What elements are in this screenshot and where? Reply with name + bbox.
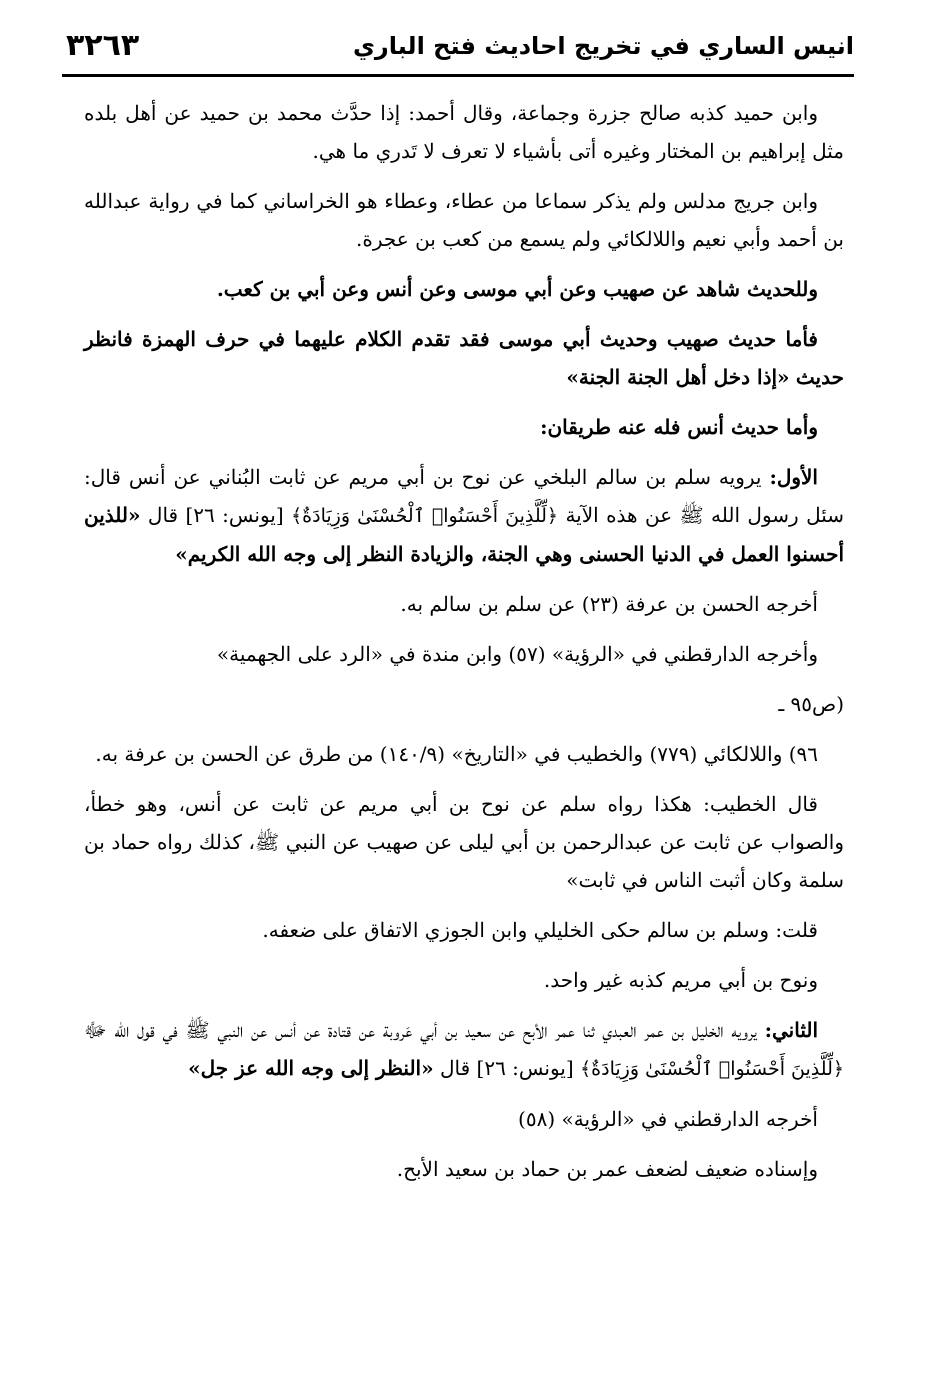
paragraph: ونوح بن أبي مريم كذبه غير واحد. bbox=[543, 968, 818, 992]
paragraph bbox=[84, 1011, 844, 1088]
paragraph-bold: وللحديث شاهد عن صهيب وعن أبي موسى وعن أنس وعن أبي بن كعب. bbox=[216, 277, 818, 301]
section-lead: الثاني: bbox=[764, 1018, 819, 1042]
hadith-quote: «النظر إلى وجه الله عز جل» bbox=[188, 1056, 434, 1080]
paragraph-text: يرويه الخليل بن عمر العبدي ثنا عمر الأبح عن سعيد بن أبي عَروبة عن قتادة عن أنس عن النبي ﷺ في قول الله ﷻ bbox=[84, 1018, 757, 1042]
paragraph-bold: وأما حديث أنس فله عنه طريقان: bbox=[540, 415, 818, 439]
quran-verse: ﴿لِّلَّذِينَ أَحْسَنُوا۟ ٱلْحُسْنَىٰ وَزِيَادَةٌ﴾ bbox=[580, 1058, 844, 1080]
quran-verse: ﴿لِّلَّذِينَ أَحْسَنُوا۟ ٱلْحُسْنَىٰ وَزِيَادَةٌ﴾ bbox=[291, 505, 559, 527]
paragraph bbox=[84, 320, 844, 396]
paragraph: وإسناده ضعيف لضعف عمر بن حماد بن سعيد الأبح. bbox=[396, 1157, 818, 1181]
section-lead: الأول: bbox=[769, 465, 818, 489]
paragraph bbox=[84, 458, 844, 573]
running-header bbox=[62, 26, 854, 77]
verse-reference: [يونس: ٢٦] قال bbox=[147, 503, 284, 527]
paragraph: ٩٦) واللالكائي (٧٧٩) والخطيب في «التاريخ» (١٤٠/٩) من طرق عن الحسن بن عرفة به. bbox=[95, 742, 818, 766]
hadith-quote: «إذا دخل أهل الجنة الجنة» bbox=[566, 365, 790, 389]
page-number: ٣٢٦٣ bbox=[66, 28, 140, 63]
paragraph: قال الخطيب: هكذا رواه سلم عن نوح بن أبي مريم عن ثابت عن أنس، وهو خطأ، والصواب عن ثابت عن عبدالرحمن بن أبي ليلى عن صهيب عن النبي ﷺ، كذلك رواه حماد بن سلمة وكان أثبت الناس في ثابت» bbox=[84, 792, 844, 892]
paragraph: أخرجه الدارقطني في «الرؤية» (٥٨) bbox=[518, 1107, 818, 1131]
paragraph-text: يرويه سلم بن سالم البلخي عن نوح بن أبي مريم عن ثابت البُناني عن أنس قال: سئل رسول الله ﷺ عن هذه الآية bbox=[84, 465, 845, 527]
hadith-quote: «للذين أحسنوا العمل في الدنيا الحسنى وهي الجنة، والزيادة النظر إلى وجه الله الكريم» bbox=[84, 503, 844, 566]
verse-reference: [يونس: ٢٦] قال bbox=[439, 1056, 574, 1080]
paragraph-text: فأما حديث صهيب وحديث أبي موسى فقد تقدم الكلام عليهما في حرف الهمزة فانظر حديث bbox=[84, 327, 844, 389]
paragraph: قلت: وسلم بن سالم حكى الخليلي وابن الجوزي الاتفاق على ضعفه. bbox=[262, 918, 818, 942]
paragraph: (ص٩٥ ـ bbox=[778, 692, 844, 716]
paragraph: وأخرجه الدارقطني في «الرؤية» (٥٧) وابن مندة في «الرد على الجهمية» bbox=[216, 642, 818, 666]
book-title: انيس الساري في تخريج احاديث فتح الباري bbox=[352, 32, 854, 60]
paragraph: أخرجه الحسن بن عرفة (٢٣) عن سلم بن سالم به. bbox=[400, 592, 818, 616]
paragraph: وابن حميد كذبه صالح جزرة وجماعة، وقال أحمد: إذا حدَّث محمد بن حميد عن أهل بلده مثل إبراهيم بن المختار وغيره أتى بأشياء لا تعرف لا تَدري ما هي. bbox=[84, 101, 844, 163]
paragraph: وابن جريج مدلس ولم يذكر سماعا من عطاء، وعطاء هو الخراساني كما في رواية عبدالله بن أحمد وأبي نعيم واللالكائي ولم يسمع من كعب بن عجرة. bbox=[84, 189, 844, 251]
body-text bbox=[84, 94, 844, 1200]
